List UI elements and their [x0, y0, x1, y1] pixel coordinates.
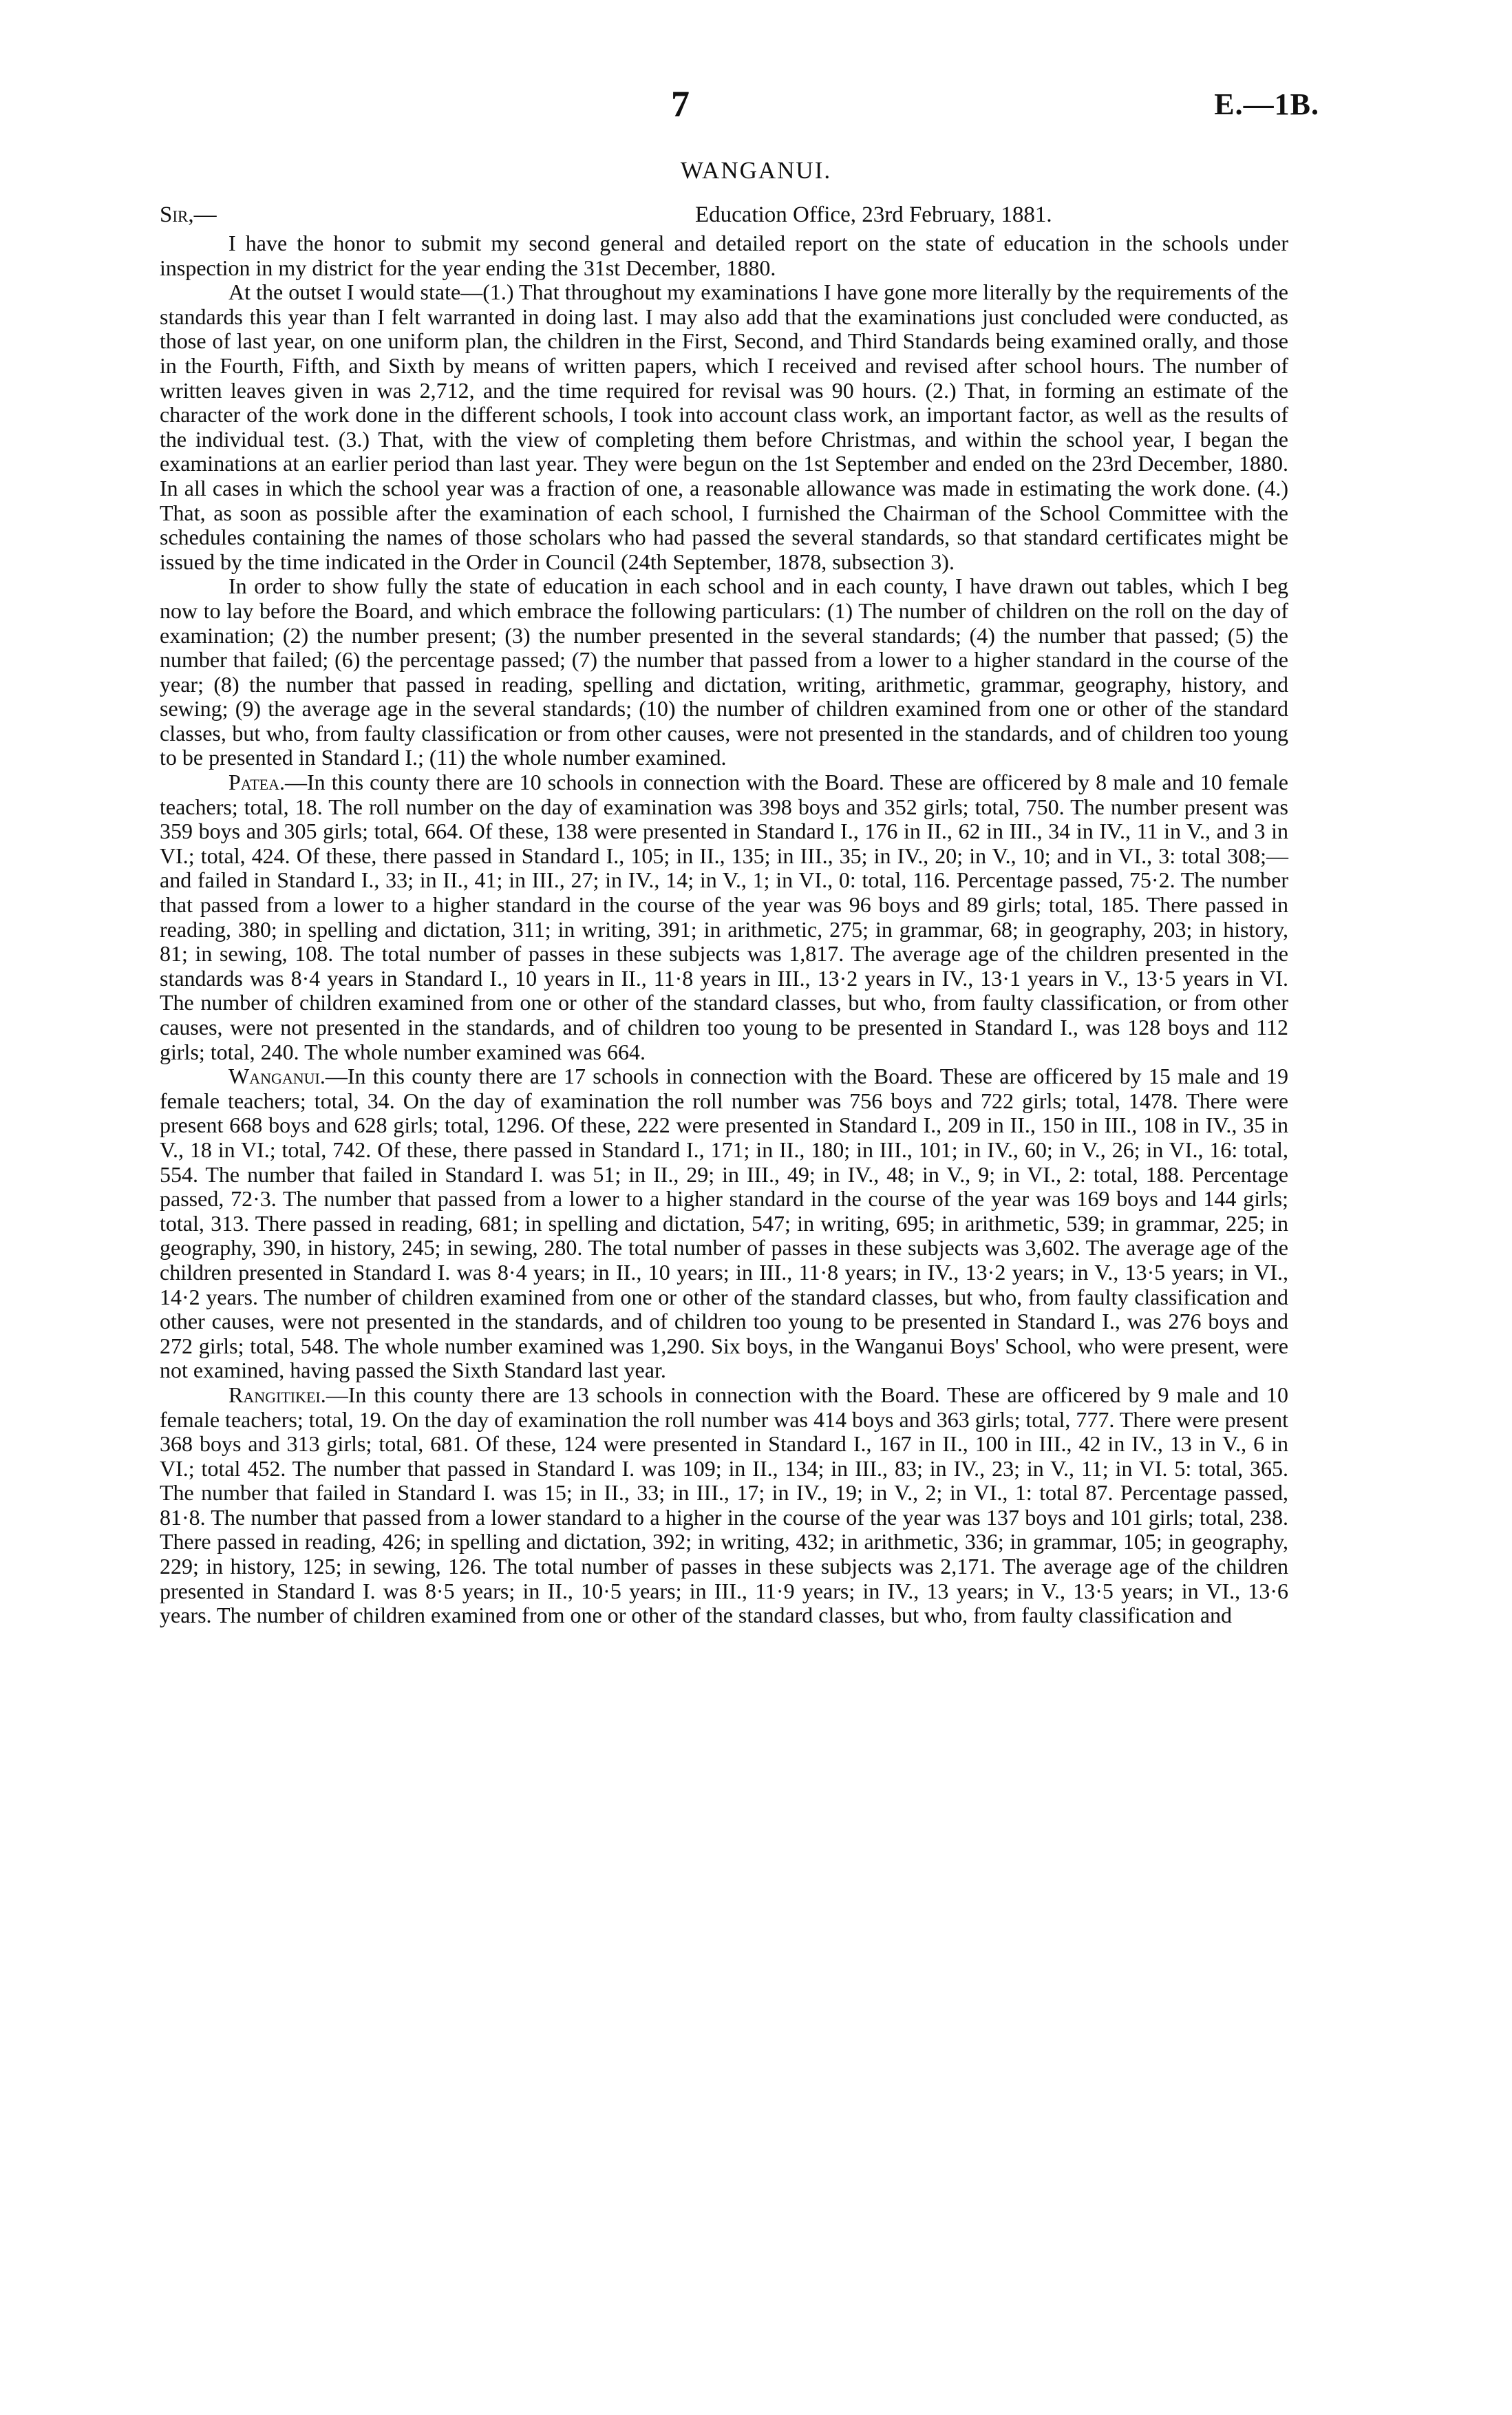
- page-number: 7: [671, 83, 690, 125]
- paragraph-lead: Wanganui.: [228, 1064, 326, 1089]
- paragraph-text: —In this county there are 17 schools in connection with the Board. These are officered by 15 male and 19 female teachers; total, 34. On the day of examination the roll number was 756 boys and 722 girls; total, 1478. There were present 668 boys and 628 girls; total, 1296. Of these, 222 were presented in Standard I., 209 in II., 150 in III., 108 in IV., 35 in V., 18 in VI.; total, 742. Of these, there passed in Standard I., 171; in II., 180; in III., 101; in IV., 60; in V., 26; in VI., 16: total, 554. The number that failed in Standard I. was 51; in II., 29; in III., 49; in IV., 48; in V., 9; in VI., 2: total, 188. Percentage passed, 72·3. The number that passed from a lower to a higher standard in the course of the year was 169 boys and 144 girls; total, 313. There passed in reading, 681; in spelling and dictation, 547; in writing, 695; in arithmetic, 539; in grammar, 225; in geography, 390, in history, 245; in sewing, 280. The total number of passes in these subjects was 3,602. The average age of the children presented in Standard I. was 8·4 years; in II., 10 years; in III., 11·8 years; in IV., 13·2 years; in V., 13·5 years; in VI., 14·2 years. The number of children examined from one or other of the standard classes, but who, from faulty classification and other causes, were not presented in the standards, and of children too young to be presented in Standard I., was 276 boys and 272 girls; total, 548. The whole number examined was 1,290. Six boys, in the Wanganui Boys' School, who were present, were not examined, having passed the Sixth Standard last year.: [160, 1064, 1288, 1383]
- paragraph-lead: Rangitikei.: [228, 1382, 326, 1407]
- page-title: WANGANUI.: [680, 157, 832, 184]
- paragraph-patea: [160, 770, 1288, 1064]
- office-date: Education Office, 23rd February, 1881.: [695, 202, 1052, 227]
- paragraph-text: I have the honor to submit my second general and detailed report on the state of education in the schools under inspection in my district for the year ending the 31st December, 1880.: [160, 231, 1288, 280]
- paragraph-tables: [160, 574, 1288, 770]
- paragraph-text: At the outset I would state—(1.) That throughout my examinations I have gone more literally by the requirements of the standards this year than I felt warranted in doing last. I may also add that the examinations just concluded were conducted, as those of last year, on one uniform plan, the children in the First, Second, and Third Standards being examined orally, and those in the Fourth, Fifth, and Sixth by means of written papers, which I received and revised after school hours. The number of written leaves given in was 2,712, and the time required for revisal was 90 hours. (2.) That, in forming an estimate of the character of the work done in the different schools, I took into account class work, an important factor, as well as the results of the individual test. (3.) That, with the view of completing them before Christmas, and within the school year, I began the examinations at an earlier period than last year. They were begun on the 1st September and ended on the 23rd December, 1880. In all cases in which the school year was a fraction of one, a reasonable allowance was made in estimating the work done. (4.) That, as soon as possible after the examination of each school, I furnished the Chairman of the School Committee with the schedules containing the names of those scholars who had passed the several standards, so that standard certificates might be issued by the time indicated in the Order in Council (24th September, 1878, subsection 3).: [160, 280, 1288, 574]
- paragraph-intro: [160, 231, 1288, 280]
- paragraph-lead: Patea.: [228, 770, 286, 795]
- paragraph-rangitikei: [160, 1383, 1288, 1628]
- paragraph-wanganui: [160, 1064, 1288, 1383]
- paragraph-text: —In this county there are 10 schools in connection with the Board. These are officered by 8 male and 10 female teachers; total, 18. The roll number on the day of examination was 398 boys and 352 girls; total, 750. The number present was 359 boys and 305 girls; total, 664. Of these, 138 were presented in Standard I., 176 in II., 62 in III., 34 in IV., 11 in V., and 3 in VI.; total, 424. Of these, there passed in Standard I., 105; in II., 135; in III., 35; in IV., 20; in V., 10; and in VI., 3: total 308;—and failed in Standard I., 33; in II., 41; in III., 27; in IV., 14; in V., 1; in VI., 0: total, 116. Percentage passed, 75·2. The number that passed from a lower to a higher standard in the course of the year was 96 boys and 89 girls; total, 185. There passed in reading, 380; in spelling and dictation, 311; in writing, 391; in arithmetic, 275; in grammar, 68; in geography, 203; in history, 81; in sewing, 108. The total number of passes in these subjects was 1,817. The average age of the children presented in the standards was 8·4 years in Standard I., 10 years in II., 11·8 years in III., 13·2 years in IV., 13·1 years in V., 13·5 years in VI. The number of children examined from one or other of the standard classes, but who, from faulty classification, or from other causes, were not presented in the standards, and of children too young to be presented in Standard I., was 128 boys and 112 girls; total, 240. The whole number examined was 664.: [160, 770, 1288, 1064]
- paragraph-text: —In this county there are 13 schools in connection with the Board. These are officered by 9 male and 10 female teachers; total, 19. On the day of examination the roll number was 414 boys and 363 girls; total, 777. There were present 368 boys and 313 girls; total, 681. Of these, 124 were presented in Standard I., 167 in II., 100 in III., 42 in IV., 13 in V., 6 in VI.; total 452. The number that passed in Standard I. was 109; in II., 134; in III., 83; in IV., 23; in V., 11; in VI. 5: total, 365. The number that failed in Standard I. was 15; in II., 33; in III., 17; in IV., 19; in V., 2; in VI., 1: total 87. Percentage passed, 81·8. The number that passed from a lower standard to a higher in the course of the year was 137 boys and 101 girls; total, 238. There passed in reading, 426; in spelling and dictation, 392; in writing, 432; in arithmetic, 336; in grammar, 105; in geography, 229; in history, 125; in sewing, 126. The total number of passes in these subjects was 2,171. The average age of the children presented in Standard I. was 8·5 years; in II., 10·5 years; in III., 11·9 years; in IV., 13 years; in V., 13·5 years; in VI., 13·6 years. The number of children examined from one or other of the standard classes, but who, from faulty classification and: [160, 1382, 1288, 1628]
- salutation: Sir,—: [160, 202, 217, 227]
- paragraph-text: In order to show fully the state of education in each school and in each county, I have drawn out tables, which I beg now to lay before the Board, and which embrace the following particulars: (1) The number of children on the roll on the day of examination; (2) the number present; (3) the number presented in the several standards; (4) the number that passed; (5) the number that failed; (6) the percentage passed; (7) the number that passed from a lower to a higher standard in the course of the year; (8) the number that passed in reading, spelling and dictation, writing, arithmetic, grammar, geography, history, and sewing; (9) the average age in the several standards; (10) the number of children examined from one or other of the standard classes, but who, from faulty classification or from other causes, were not presented in the standards, and of children too young to be presented in Standard I.; (11) the whole number examined.: [160, 573, 1288, 770]
- paragraph-outset: [160, 280, 1288, 574]
- report-body: [160, 231, 1288, 1628]
- paper-reference: E.—1B.: [1214, 87, 1319, 121]
- page-header: [0, 83, 1512, 131]
